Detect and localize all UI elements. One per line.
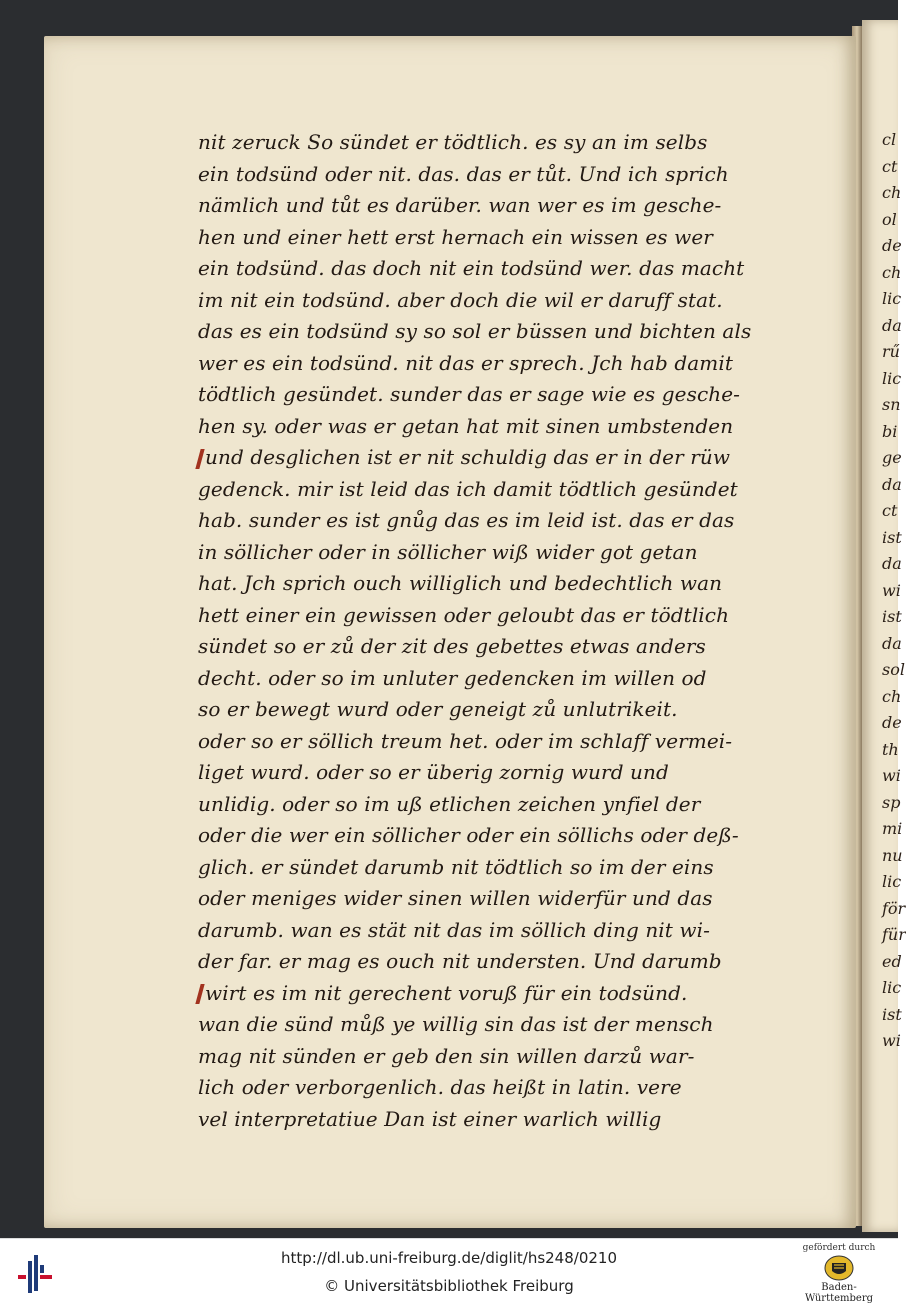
manuscript-line: ein todsünd oder nit. das. das er tůt. Und ich sprich xyxy=(198,161,729,186)
next-page-fragment: rű xyxy=(882,342,900,361)
next-page-fragment: da xyxy=(882,554,902,573)
copyright-text: © Universitätsbibliothek Freiburg xyxy=(324,1277,574,1295)
manuscript-line: wer es ein todsünd. nit das er sprech. Jch hab damit xyxy=(198,350,734,375)
manuscript-line: mag nit sünden er geb den sin willen darzů war- xyxy=(198,1043,695,1068)
next-page-fragment: wi xyxy=(882,580,901,600)
manuscript-line: so er bewegt wurd oder geneigt zů unlutrikeit. xyxy=(198,697,678,721)
next-page-fragment: cl xyxy=(882,130,897,149)
manuscript-line: oder so er söllich treum het. oder im schlaff vermei- xyxy=(198,728,733,753)
manuscript-line: in söllicher oder in söllicher wiß wider got getan xyxy=(198,539,698,564)
manuscript-line: sündet so er zů der zit des gebettes etwas anders xyxy=(198,634,706,658)
footer xyxy=(0,1238,898,1302)
coat-of-arms-icon xyxy=(824,1255,854,1281)
manuscript-line: unlidig. oder so im uß etlichen zeichen ynfiel der xyxy=(198,791,701,816)
manuscript-text xyxy=(198,127,788,1135)
manuscript-line: hen sy. oder was er getan hat mit sinen umbstenden xyxy=(198,413,734,438)
next-page-fragment: ist xyxy=(882,1004,902,1024)
next-page-fragment: sn xyxy=(882,395,901,414)
next-page-fragment: th xyxy=(882,739,899,759)
manuscript-line: vel interpretatiue Dan ist einer warlich willig xyxy=(198,1106,662,1131)
next-page-fragment: de xyxy=(882,713,902,732)
manuscript-line: hab. sunder es ist gnůg das es im leid ist. das er das xyxy=(198,508,735,532)
sponsor-top-text: gefördert durch xyxy=(802,1243,876,1253)
manuscript-line: tödtlich gesündet. sunder das er sage wie es gesche- xyxy=(198,382,741,406)
manuscript-line: ein todsünd. das doch nit ein todsünd wer. das macht xyxy=(198,256,745,280)
manuscript-line: gedenck. mir ist leid das ich damit tödtlich gesündet xyxy=(198,476,738,501)
permalink[interactable]: http://dl.ub.uni-freiburg.de/diglit/hs248/0210 xyxy=(281,1249,617,1267)
next-page-fragment: för xyxy=(882,898,906,918)
next-page-fragment: für xyxy=(882,925,906,944)
next-page-fragment: wi xyxy=(882,1031,901,1050)
next-page-fragment: da xyxy=(882,633,902,653)
sponsor-bottom-text: Baden-Württemberg xyxy=(804,1282,874,1304)
manuscript-line: decht. oder so im unluter gedencken im willen od xyxy=(198,665,707,690)
next-page-fragment: ch xyxy=(882,262,902,282)
manuscript-line: oder die wer ein söllicher oder ein söllichs oder deß- xyxy=(198,823,739,847)
manuscript-line: das es ein todsünd sy so sol er büssen und bichten als xyxy=(198,319,752,343)
next-page-fragment: nu xyxy=(882,845,903,865)
next-page-fragment: lic xyxy=(882,289,902,308)
sponsor-badge xyxy=(794,1243,884,1304)
next-page-fragment: sp xyxy=(882,792,901,812)
next-page-fragment: ge xyxy=(882,448,902,467)
next-page-fragment: da xyxy=(882,315,902,335)
next-page-fragment: ct xyxy=(882,156,898,176)
next-page-fragment: lic xyxy=(882,368,902,388)
manuscript-line: darumb. wan es stät nit das im söllich ding nit wi- xyxy=(198,917,710,942)
next-page-fragment: lic xyxy=(882,872,902,891)
next-page-fragment: da xyxy=(882,474,902,494)
manuscript-line: der far. er mag es ouch nit understen. Und darumb xyxy=(198,949,722,973)
next-page-fragment: ch xyxy=(882,183,902,202)
manuscript-line: lich oder verborgenlich. das heißt in latin. vere xyxy=(198,1075,682,1099)
next-page-fragment: lic xyxy=(882,978,902,997)
manuscript-line: wan die sünd můß ye willig sin das ist der mensch xyxy=(198,1012,714,1036)
next-page xyxy=(862,20,906,1232)
manuscript-line: nämlich und tůt es darüber. wan wer es im gesche- xyxy=(198,193,722,217)
manuscript-line: oder meniges wider sinen willen widerfür und das xyxy=(198,886,713,910)
next-page-fragment: ed xyxy=(882,951,902,971)
manuscript-line: und desglichen ist er nit schuldig das er in der rüw xyxy=(198,442,788,474)
next-page-fragment: mi xyxy=(882,819,903,838)
next-page-fragment: bi xyxy=(882,421,898,441)
next-page-fragment: ist xyxy=(882,607,902,626)
manuscript-line: hett einer ein gewissen oder geloubt das er tödtlich xyxy=(198,602,730,627)
next-page-fragment: ist xyxy=(882,527,902,547)
next-page-fragment: sol xyxy=(882,660,905,679)
manuscript-line: im nit ein todsünd. aber doch die wil er daruff stat. xyxy=(198,287,723,312)
next-page-fragment: wi xyxy=(882,766,901,785)
next-page-fragment: ct xyxy=(882,501,898,520)
manuscript-line: nit zeruck So sündet er tödtlich. es sy an im selbs xyxy=(198,130,708,154)
manuscript-line: wirt es im nit gerechent voruß für ein todsünd. xyxy=(198,978,788,1010)
manuscript-line: hen und einer hett erst hernach ein wissen es wer xyxy=(198,224,713,249)
manuscript-line: liget wurd. oder so er überig zornig wurd und xyxy=(198,760,669,784)
next-page-fragment: ol xyxy=(882,209,897,229)
next-page-fragment: ch xyxy=(882,686,902,706)
manuscript-line: glich. er sündet darumb nit tödtlich so im der eins xyxy=(198,854,714,879)
next-page-fragment: de xyxy=(882,236,902,255)
manuscript-line: hat. Jch sprich ouch williglich und bedechtlich wan xyxy=(198,571,723,595)
